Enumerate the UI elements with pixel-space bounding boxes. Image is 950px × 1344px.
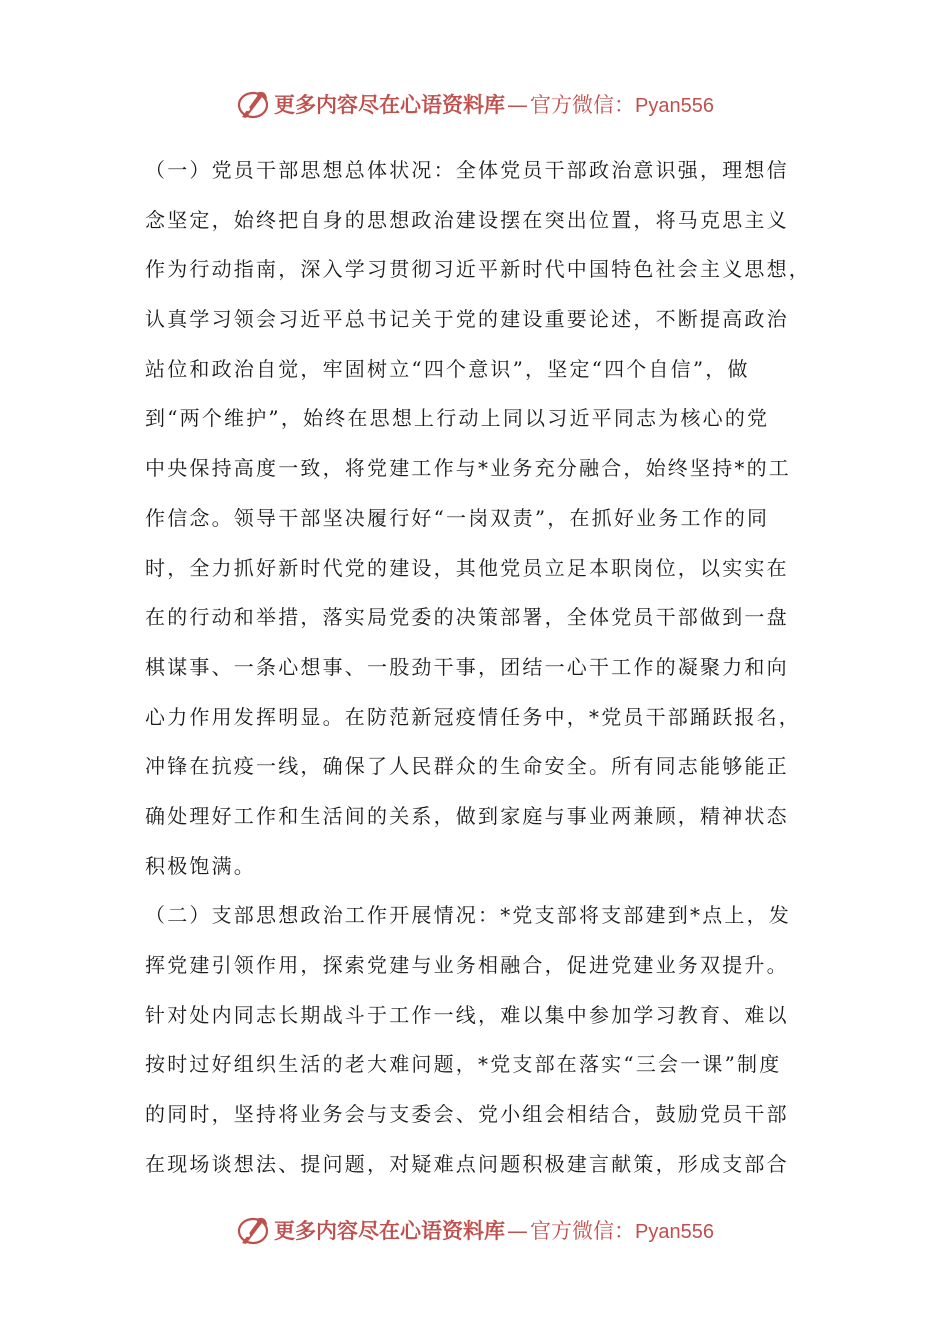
body-line: 心力作用发挥明显。在防范新冠疫情任务中，*党员干部踊跃报名， [145,704,801,729]
header-banner-text [274,89,714,119]
footer-banner-separator: — [507,1219,529,1243]
body-line: 作为行动指南，深入学习贯彻习近平新时代中国特色社会主义思想， [145,257,811,282]
body-line: 作信念。领导干部坚决履行好“一岗双责”，在抓好业务工作的同 [145,505,770,530]
footer-banner-wechat-label: 官方微信： [530,1219,636,1243]
body-line: 挥党建引领作用，探索党建与业务相融合，促进党建业务双提升。 [145,953,789,977]
body-line: 棋谋事、一条心想事、一股劲干事，团结一心干工作的凝聚力和向 [145,654,789,679]
body-line: 到“两个维护”，始终在思想上行动上同以习近平同志为核心的党 [145,406,770,431]
header-banner-main: 更多内容尽在心语资料库 [274,92,506,117]
body-line: 积极饱满。 [145,853,256,878]
footer-banner-main: 更多内容尽在心语资料库 [274,1218,506,1243]
body-line: 站位和政治自觉，牢固树立“四个意识”，坚定“四个自信”，做 [145,356,750,381]
body-line: （二）支部思想政治工作开展情况：*党支部将支部建到*点上，发 [145,903,791,928]
body-line: 确处理好工作和生活间的关系，做到家庭与事业两兼顾，精神状态 [145,803,789,828]
body-line: 中央保持高度一致，将党建工作与*业务充分融合，始终坚持*的工 [145,456,791,481]
header-banner-separator: — [507,93,529,117]
body-line: 针对处内同志长期战斗于工作一线，难以集中参加学习教育、难以 [145,1002,789,1027]
body-line: 按时过好组织生活的老大难问题，*党支部在落实“三会一课”制度 [145,1052,782,1077]
footer-banner-text [274,1215,714,1245]
body-line: 在的行动和举措，落实局党委的决策部署，全体党员干部做到一盘 [145,605,789,630]
body-line: 的同时，坚持将业务会与支委会、党小组会相结合，鼓励党员干部 [145,1102,789,1127]
header-banner [0,84,950,124]
body-line: 冲锋在抗疫一线，确保了人民群众的生命安全。所有同志能够能正 [145,754,789,779]
quill-pen-logo-icon [236,1213,270,1247]
body-line: （一）党员干部思想总体状况：全体党员干部政治意识强，理想信 [145,158,789,182]
footer-banner [0,1210,950,1250]
footer-banner-wechat-id: Pyan556 [635,1221,714,1243]
header-banner-wechat-label: 官方微信： [530,93,636,117]
quill-pen-logo-icon [236,87,270,121]
body-line: 念坚定，始终把自身的思想政治建设摆在突出位置，将马克思主义 [145,207,789,232]
body-line: 认真学习领会习近平总书记关于党的建设重要论述，不断提高政治 [145,307,789,332]
body-line: 时，全力抓好新时代党的建设，其他党员立足本职岗位，以实实在 [145,555,789,580]
document-body [145,146,811,1189]
header-banner-wechat-id: Pyan556 [635,95,714,117]
body-line: 在现场谈想法、提问题，对疑难点问题积极建言献策，形成支部合 [145,1151,789,1176]
